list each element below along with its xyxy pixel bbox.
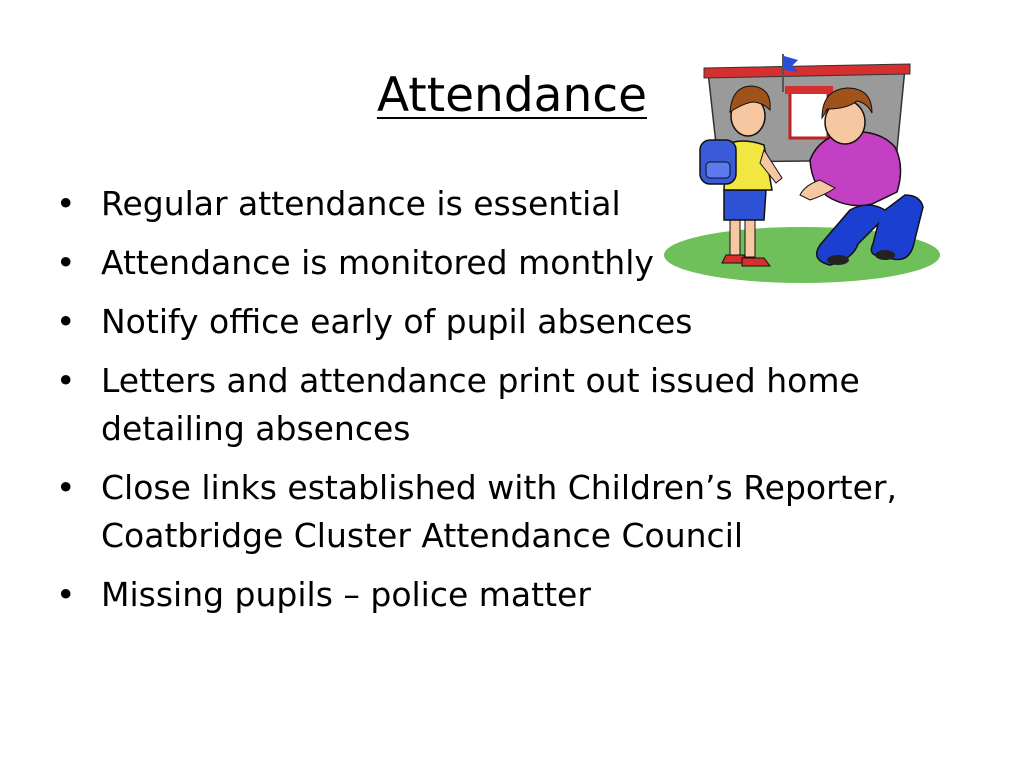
school-teacher-child-icon [660,50,945,285]
bullet-item: • Letters and attendance print out issued home detailing absences [56,357,976,453]
bullet-item: • Notify office early of pupil absences [56,298,976,346]
slide-title-text: Attendance [376,68,648,123]
bullet-item: • Attendance is monitored monthly [56,239,976,287]
school-door-awning [785,86,833,94]
bullet-item: • Regular attendance is essential [56,180,976,228]
bullet-item: • Missing pupils – police matter [56,571,976,619]
bullet-item: • Close links established with Children’s Reporter, Coatbridge Cluster Attendance Council [56,464,976,560]
